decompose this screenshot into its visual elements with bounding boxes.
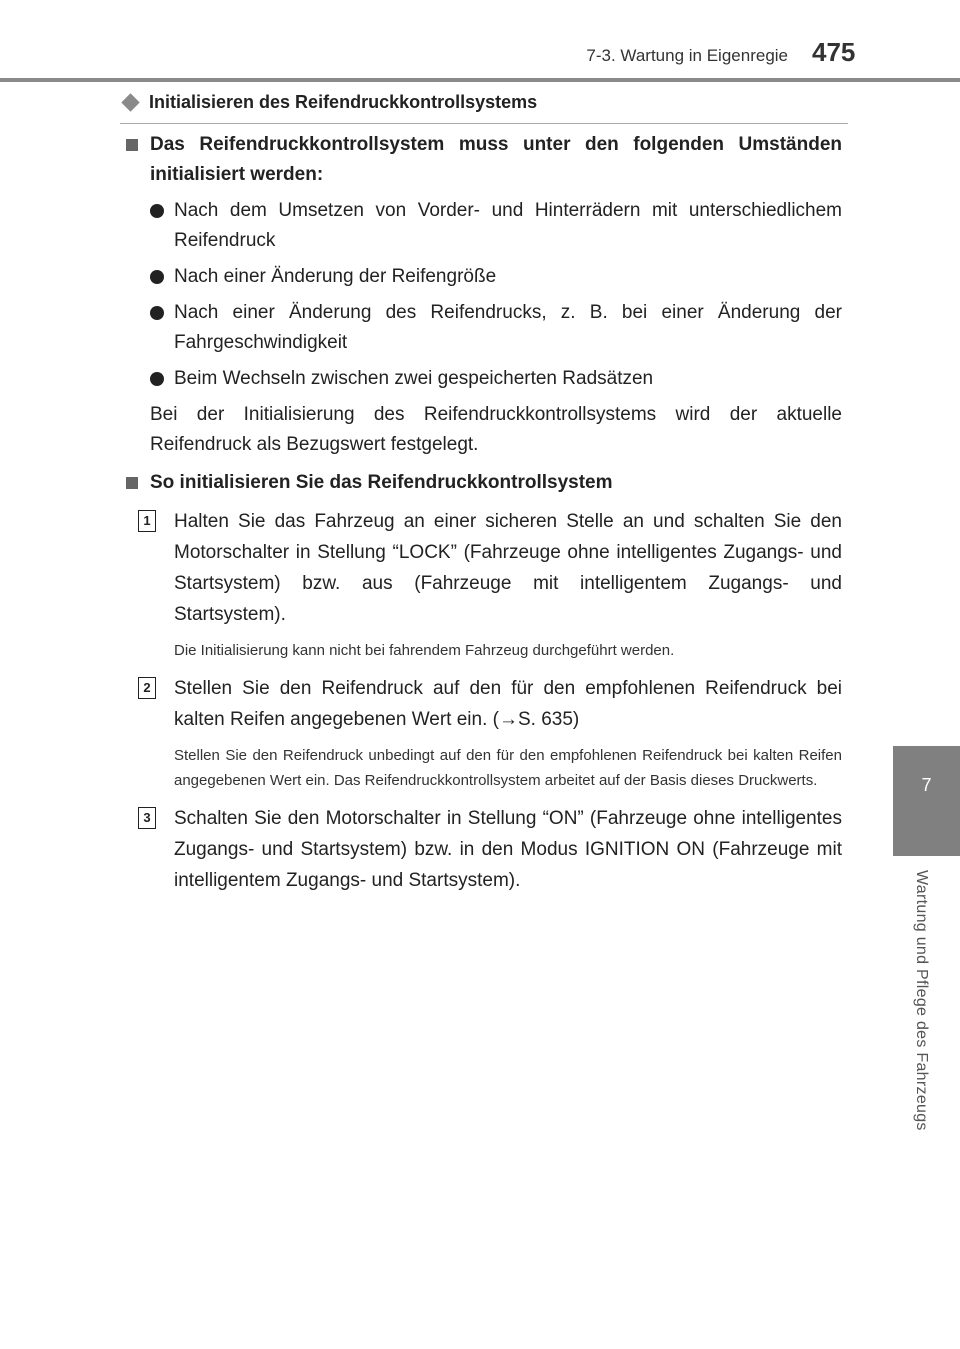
bullet-dot-icon — [150, 306, 164, 320]
bullet-dot-icon — [150, 270, 164, 284]
chapter-number: 7 — [921, 775, 932, 795]
bullet-dot-icon — [150, 372, 164, 386]
header-divider — [0, 78, 960, 82]
step-note: Die Initialisierung kann nicht bei fahrendem Fahrzeug durchgeführt werden. — [174, 642, 675, 659]
square-bullet-icon — [126, 477, 138, 489]
condition-list — [150, 196, 842, 394]
list-item — [150, 196, 842, 256]
bullet-dot-icon — [150, 204, 164, 218]
subheading-text: Das Reifendruckkontrollsystem muss unter den folgenden Umständen initialisiert werden: — [150, 134, 842, 185]
chapter-tab — [893, 746, 960, 856]
step-2 — [126, 673, 842, 793]
step-number-badge: 2 — [138, 677, 156, 699]
list-item-text: Nach einer Änderung der Reifengröße — [174, 266, 497, 287]
section-title — [120, 92, 848, 124]
step-1 — [126, 506, 842, 663]
step-number-badge: 1 — [138, 510, 156, 532]
running-header: 7-3. Wartung in Eigenregie — [586, 46, 788, 65]
page-number: 475 — [812, 37, 856, 67]
list-item — [150, 364, 842, 394]
step-text: Stellen Sie den Reifendruck auf den für den empfohlenen Reifendruck bei kalten Reifen angegebenen Wert ein. (→S. 635) — [174, 678, 842, 730]
step-note: Stellen Sie den Reifendruck unbedingt auf den für den empfohlenen Reifendruck bei kalten Reifen angegebenen Wert ein. Das Reifendruckkontrollsystem arbeitet auf der Basis dieses Druckwerts. — [174, 747, 842, 789]
info-paragraph: Bei der Initialisierung des Reifendruckkontrollsystems wird der aktuelle Reifendruck als Bezugswert festgelegt. — [150, 404, 842, 455]
step-text: Schalten Sie den Motorschalter in Stellung “ON” (Fahrzeuge ohne intelligentes Zugangs- und Startsystem) bzw. in den Modus IGNITION ON (Fahrzeuge mit intelligentem Zugangs- und Startsystem). — [174, 808, 842, 891]
subheading-conditions — [126, 130, 842, 190]
step-3 — [126, 803, 842, 896]
list-item — [150, 262, 842, 292]
main-content — [126, 128, 842, 896]
chapter-title-vertical: Wartung und Pflege des Fahrzeugs — [913, 870, 930, 1131]
list-item-text: Nach dem Umsetzen von Vorder- und Hinterrädern mit unterschiedlichem Reifendruck — [174, 200, 842, 251]
subheading-procedure — [126, 468, 842, 498]
list-item-text: Nach einer Änderung des Reifendrucks, z. B. bei einer Änderung der Fahrgeschwindigkeit — [174, 302, 842, 353]
section-title-text: Initialisieren des Reifendruckkontrollsystems — [149, 92, 538, 112]
step-text: Halten Sie das Fahrzeug an einer sicheren Stelle an und schalten Sie den Motorschalter in Stellung “LOCK” (Fahrzeuge ohne intelligentes Zugangs- und Startsystem) bzw. aus (Fahrzeuge mit intelligentem Zugangs- und Startsystem). — [174, 511, 842, 625]
square-bullet-icon — [126, 139, 138, 151]
step-number-badge: 3 — [138, 807, 156, 829]
list-item-text: Beim Wechseln zwischen zwei gespeicherten Radsätzen — [174, 368, 654, 389]
subheading-text: So initialisieren Sie das Reifendruckkontrollsystem — [150, 472, 613, 493]
list-item — [150, 298, 842, 358]
diamond-icon — [121, 93, 139, 111]
